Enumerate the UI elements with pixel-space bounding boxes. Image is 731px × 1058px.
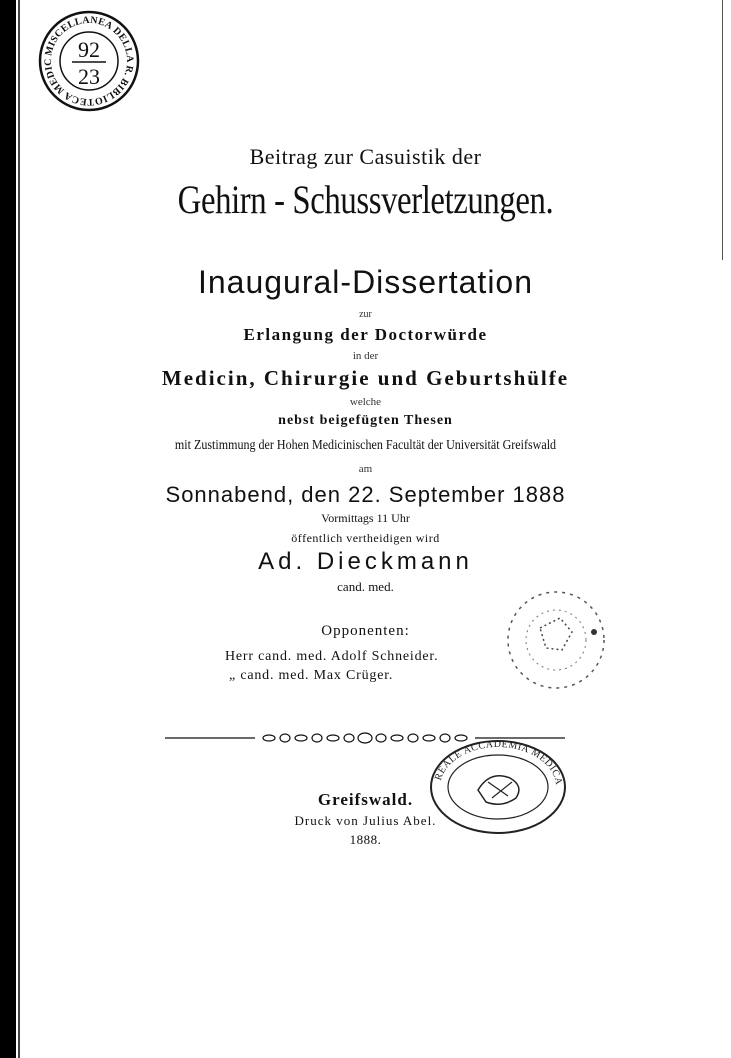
in-der-line: in der xyxy=(352,350,379,362)
opponents-heading: Opponenten: xyxy=(321,623,410,639)
time-line: Vormittags 11 Uhr xyxy=(321,511,410,525)
faculties-line: Medicin, Chirurgie und Geburtshülfe xyxy=(161,366,570,390)
imprint-place: Greifswald. xyxy=(317,790,414,809)
zur-line: zur xyxy=(359,309,372,320)
stamp-ring-text: MISCELLANEA DELLA R. BIBLIOTECA MEDIC xyxy=(42,14,136,108)
faint-stamp-right xyxy=(500,588,612,692)
defense-line: öffentlich vertheidigen wird xyxy=(291,531,440,545)
pre-title: Beitrag zur Casuistik der xyxy=(249,144,482,169)
faint-stamp-right-graphic xyxy=(500,588,612,692)
imprint-printer: Druck von Julius Abel. xyxy=(294,813,437,828)
author-title: cand. med. xyxy=(337,579,394,594)
main-title: Gehirn - Schussverletzungen. xyxy=(177,177,554,222)
welche-line: welche xyxy=(349,396,382,408)
am-line: am xyxy=(358,463,373,475)
library-stamp-top xyxy=(38,10,140,112)
stamp-number-bottom: 23 xyxy=(78,64,100,89)
nebst-line: nebst beigefügten Thesen xyxy=(278,413,453,428)
stamp-bottom-ring-text: REALE ACCADEMIA MEDICA xyxy=(432,738,564,786)
library-stamp-top-graphic xyxy=(38,10,140,112)
author-name: Ad. Dieckmann xyxy=(258,548,473,575)
opponent-second: „ cand. med. Max Crüger. xyxy=(229,668,394,683)
zustimmung-line: mit Zustimmung der Hohen Medicinischen Facultät der Universität Greifswald xyxy=(174,438,557,453)
dissertation-heading: Inaugural-Dissertation xyxy=(197,264,534,300)
opponent-first: Herr cand. med. Adolf Schneider. xyxy=(225,649,439,664)
stamp-number-top: 92 xyxy=(78,37,100,62)
imprint-year: 1888. xyxy=(349,832,382,847)
date-line: Sonnabend, den 22. September 1888 xyxy=(165,482,566,507)
erlangung-line: Erlangung der Doctorwürde xyxy=(243,325,488,344)
page-right-edge xyxy=(722,0,723,260)
